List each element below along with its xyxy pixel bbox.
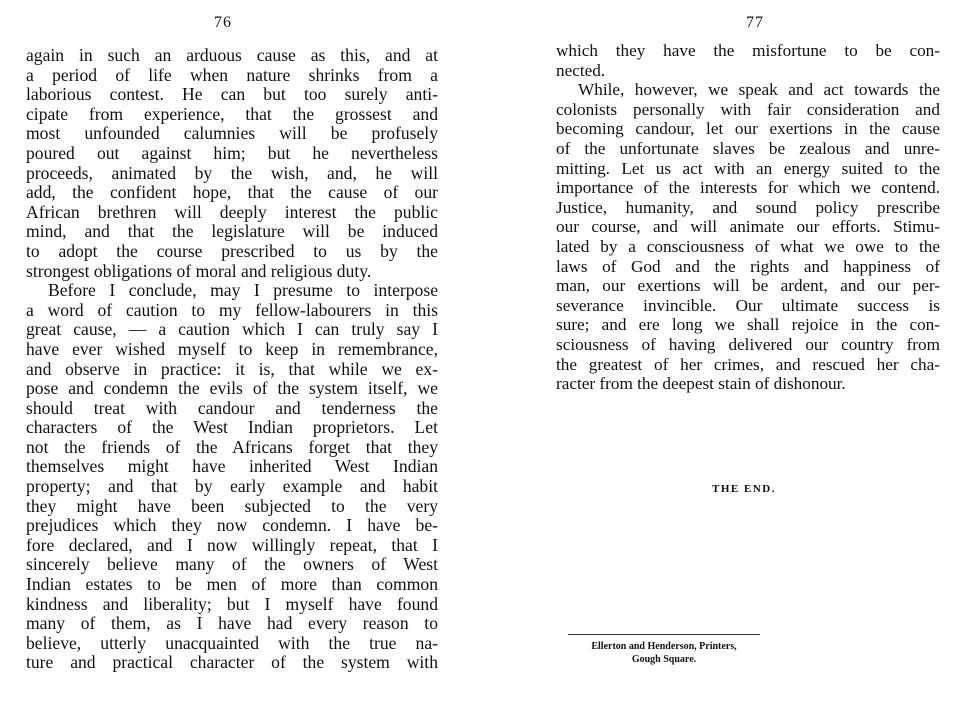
imprint-line-printers: Ellerton and Henderson, Printers, <box>591 641 737 652</box>
text-line: While, however, we speak and act towards the <box>578 80 940 100</box>
page-number-right: 77 <box>746 14 764 31</box>
text-line: Before I conclude, may I presume to interpose <box>48 280 438 301</box>
text-line: the greatest of her crimes, and rescued her cha- <box>556 354 940 374</box>
text-line: many of them, as I have had every reason to <box>26 613 438 634</box>
text-line: not the friends of the Africans forget that they <box>26 436 438 457</box>
text-line: to adopt the course prescribed to us by the <box>26 240 438 261</box>
text-line: prejudices which they now condemn. I have be- <box>26 515 438 536</box>
left-page-text <box>26 46 438 673</box>
text-line: laborious contest. He can but too surely anti- <box>26 84 438 105</box>
text-line: and observe in practice: it is, that while we ex- <box>26 358 438 379</box>
text-line: have ever wished myself to keep in remembrance, <box>26 338 438 359</box>
text-line: kindness and liberality; but I myself have found <box>26 593 438 614</box>
text-line: great cause, — a caution which I can truly say I <box>26 319 438 340</box>
text-line: add, the confident hope, that the cause of our <box>26 182 438 203</box>
text-line: our course, and will animate our efforts. Stimu- <box>556 217 940 237</box>
text-line: cipate from experience, that the grossest and <box>26 103 438 124</box>
text-line: of the unfortunate slaves be zealous and unre- <box>556 138 940 158</box>
text-line: Justice, humanity, and sound policy prescribe <box>556 197 940 217</box>
right-page-text <box>556 41 940 394</box>
right-page <box>490 0 980 704</box>
text-line: mitting. Let us act with an energy suited to the <box>556 158 940 178</box>
imprint-divider <box>568 634 760 635</box>
text-line: they might have been subjected to the very <box>26 495 438 516</box>
text-line: most unfounded calumnies will be profusely <box>26 123 438 144</box>
text-line: again in such an arduous cause as this, and at <box>26 45 438 65</box>
text-line: nected. <box>556 60 606 80</box>
text-line: property; and that by early example and habit <box>26 476 438 497</box>
text-line: colonists personally with fair consideration and <box>556 99 940 119</box>
page-number-left: 76 <box>214 14 232 31</box>
text-line: a word of caution to my fellow-labourers in this <box>26 299 438 320</box>
text-line: importance of the interests for which we contend. <box>556 178 940 198</box>
text-line: laws of God and the rights and happiness of <box>556 256 940 276</box>
text-line: lated by a consciousness of what we owe to the <box>556 236 940 256</box>
text-line: a period of life when nature shrinks from a <box>26 64 438 85</box>
text-line: which they have the misfortune to be con- <box>556 41 940 60</box>
text-line: ture and practical character of the system with <box>26 652 438 673</box>
text-line: proceeds, animated by the wish, and, he will <box>26 162 438 183</box>
text-line: mind, and that the legislature will be induced <box>26 221 438 242</box>
text-line: becoming candour, let our exertions in the cause <box>556 119 940 139</box>
text-line: should treat with candour and tenderness the <box>26 397 438 418</box>
text-line: strongest obligations of moral and religious duty. <box>26 260 372 281</box>
text-line: poured out against him; but he nevertheless <box>26 142 438 163</box>
text-line: man, our exertions will be ardent, and our per- <box>556 276 940 296</box>
text-line: severance invincible. Our ultimate success is <box>556 295 940 315</box>
text-line: sciousness of having delivered our country from <box>556 334 940 354</box>
text-line: racter from the deepest stain of dishonour. <box>556 374 846 394</box>
text-line: pose and condemn the evils of the system itself, we <box>26 378 438 399</box>
text-line: sincerely believe many of the owners of West <box>26 554 438 575</box>
text-line: African brethren will deeply interest the public <box>26 201 438 222</box>
the-end-label: THE END. <box>712 483 776 495</box>
text-line: believe, utterly unacquainted with the true na- <box>26 632 438 653</box>
imprint-line-address: Gough Square. <box>631 654 697 665</box>
text-line: fore declared, and I now willingly repeat, that I <box>26 534 438 555</box>
text-line: sure; and ere long we shall rejoice in the con- <box>556 315 940 335</box>
text-line: themselves might have inherited West Indian <box>26 456 438 477</box>
text-line: Indian estates to be men of more than common <box>26 574 438 595</box>
text-line: characters of the West Indian proprietors. Let <box>26 417 438 438</box>
printer-imprint <box>568 640 760 666</box>
